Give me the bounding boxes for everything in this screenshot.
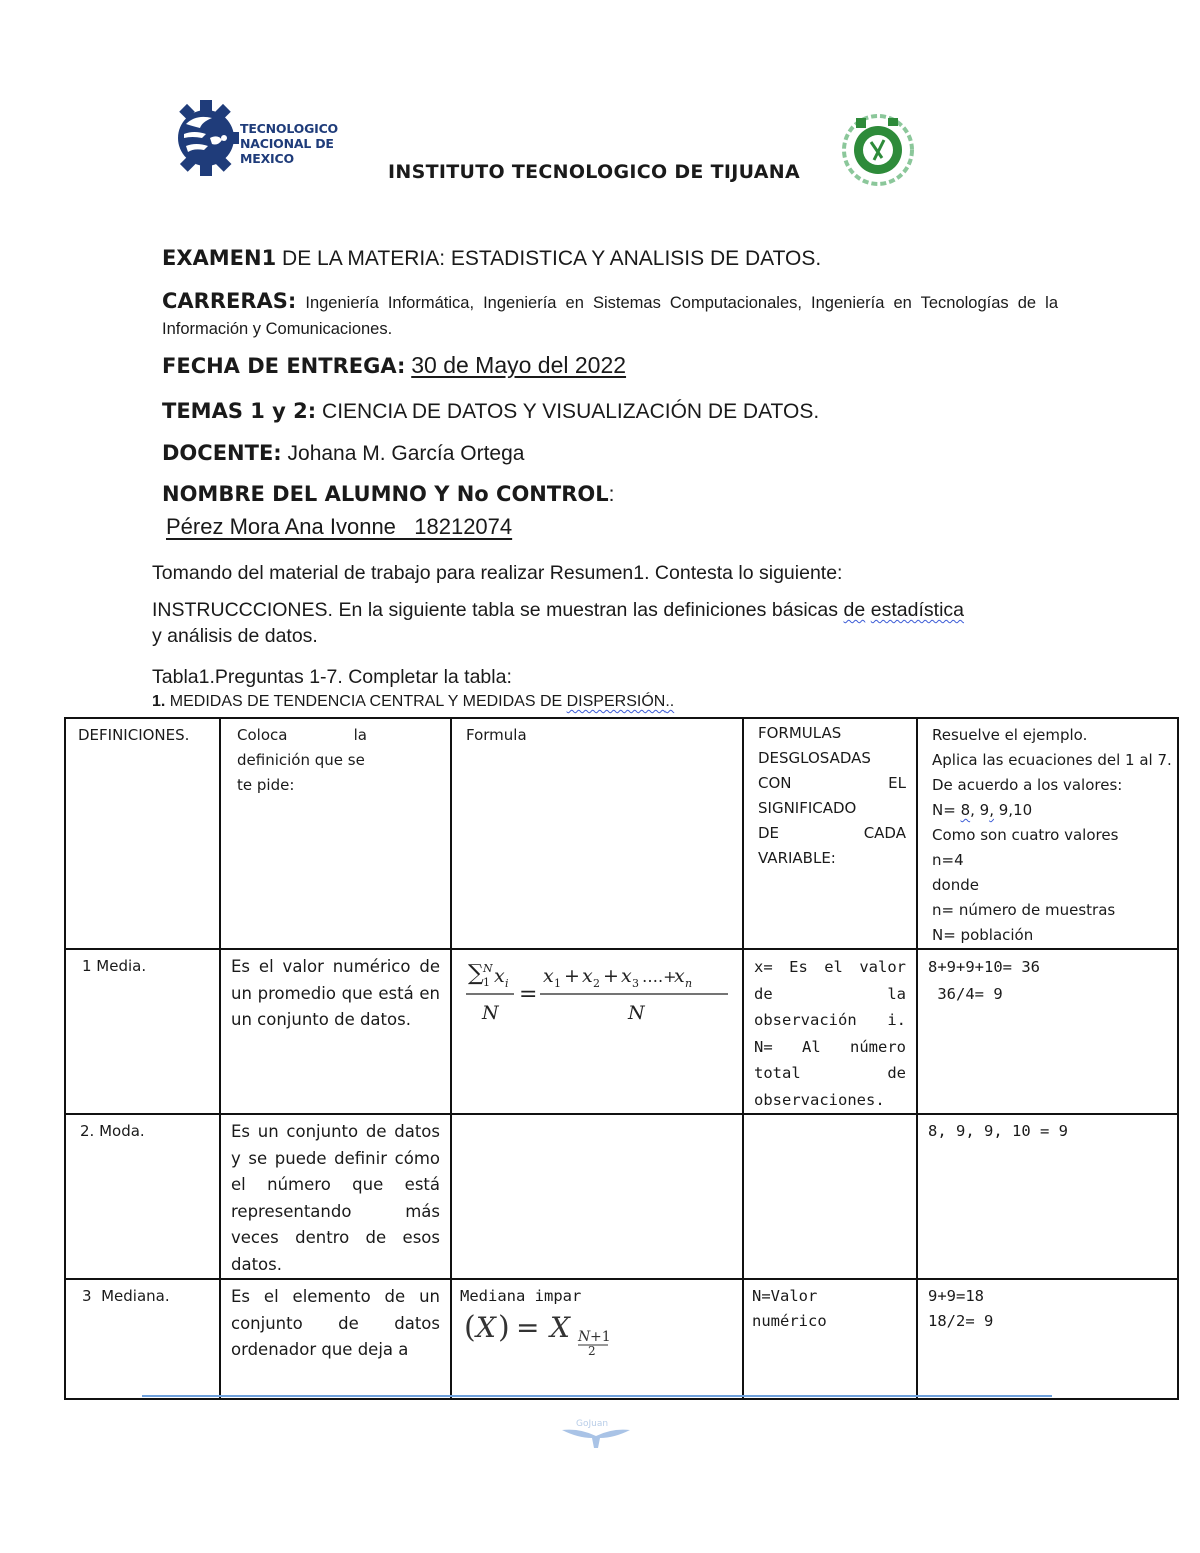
section-text: MEDIDAS DE TENDENCIA CENTRAL Y MEDIDAS DE (169, 693, 567, 710)
header-desg-4: SIGNIFICADO (758, 799, 857, 817)
header-desg-2: DESGLOSADAS (758, 749, 871, 767)
alumno-value: Pérez Mora Ana Ivonne 18212074 (166, 514, 513, 539)
row-moda-name: 2. Moda. (80, 1122, 145, 1140)
row-mediana-ejemplo-2: 18/2= 9 (928, 1312, 994, 1330)
fecha-label: FECHA DE ENTREGA: (162, 354, 406, 378)
header-desg-1: FORMULAS (758, 724, 842, 742)
header-ej-4a: N= (932, 801, 961, 819)
svg-text:): ) (498, 1310, 510, 1345)
row-media-definition: Es el valor numérico de un promedio que está en un conjunto de datos. (231, 957, 440, 1029)
table-row (65, 949, 1178, 1114)
header-definiciones (65, 718, 220, 949)
instructions-part2: y análisis de datos. (152, 625, 318, 647)
header-ej-1: Resuelve el ejemplo. (932, 726, 1088, 744)
header-ej-7: donde (932, 876, 979, 894)
svg-text:+1: +1 (590, 1329, 611, 1345)
header-coloca-l1: Coloca la (237, 726, 367, 744)
tecnm-line2: NACIONAL DE MEXICO (240, 136, 334, 166)
carreras-block (162, 288, 1058, 342)
row-mediana-name: 3 Mediana. (82, 1287, 170, 1305)
mediana-formula-graphic (460, 1309, 680, 1355)
row-mediana-desglose-2: numérico (752, 1312, 827, 1330)
svg-text:X: X (550, 1311, 570, 1344)
row-moda-formula (452, 1115, 742, 1119)
header-ej-4 (932, 798, 1175, 823)
table-row (65, 1114, 1178, 1279)
table-row (65, 1279, 1178, 1399)
instructions-estadistica: estadística (870, 599, 965, 621)
header-ej-6: n=4 (932, 851, 964, 869)
carreras-text (162, 288, 1058, 342)
row-media-ejemplo-1: 8+9+9+10= 36 (928, 958, 1040, 976)
row-mediana-formula (451, 1279, 743, 1399)
tecnm-logo-text (240, 121, 382, 166)
fecha-line (162, 352, 626, 380)
footer-logo (560, 1416, 632, 1452)
svg-text:x: x (582, 965, 593, 987)
header-desg-6: VARIABLE: (758, 849, 836, 867)
row-moda-desglose (744, 1115, 916, 1119)
carreras-label: CARRERAS: (162, 289, 297, 313)
svg-text:….+: ….+ (642, 967, 677, 986)
alumno-line (162, 481, 614, 508)
exam-value: DE LA MATERIA: ESTADISTICA Y ANALISIS DE DATOS. (276, 247, 822, 270)
instructions-part1: INSTRUCCCIONES. En la siguiente tabla se muestran las definiciones básicas (152, 599, 844, 621)
header-ej-4d: , (989, 801, 994, 819)
row-media-formula (451, 949, 743, 1114)
header-coloca-l3: te pide: (237, 776, 295, 794)
footer-bird-icon (560, 1416, 632, 1452)
header-ej-4b: 8 (960, 801, 971, 819)
exam-label: EXAMEN1 (162, 246, 277, 270)
intro-text: Tomando del material de trabajo para realizar Resumen1. Contesta lo siguiente: (152, 562, 843, 584)
svg-text:x: x (674, 965, 685, 987)
svg-text:=: = (516, 1311, 540, 1344)
alumno-label: NOMBRE DEL ALUMNO Y No CONTROL (162, 482, 609, 506)
svg-text:3: 3 (632, 977, 639, 990)
footer-divider (142, 1395, 1052, 1397)
section-dispersion: DISPERSIÓN (566, 693, 666, 710)
media-formula-graphic (452, 950, 740, 1040)
row-mediana-formula-label: Mediana impar (460, 1287, 582, 1305)
svg-text:N: N (482, 1002, 499, 1024)
svg-text:2: 2 (588, 1344, 596, 1355)
svg-text:x: x (494, 965, 505, 987)
header-ej-2: Aplica las ecuaciones del 1 al 7. (932, 751, 1172, 769)
header-coloca-l2: definición que se (237, 751, 365, 769)
temas-label: TEMAS 1 y 2: (162, 399, 317, 423)
temas-value: CIENCIA DE DATOS Y VISUALIZACIÓN DE DATOS. (316, 400, 820, 423)
tabla-title: Tabla1.Preguntas 1-7. Completar la tabla: (152, 666, 512, 688)
exam-line (162, 245, 821, 272)
measures-table (64, 717, 1179, 1400)
header-ej-9: N= población (932, 926, 1034, 944)
row-mediana-desglose-1: N=Valor (752, 1287, 818, 1305)
svg-text:x: x (621, 965, 632, 987)
svg-text:(: ( (464, 1310, 476, 1345)
docente-value: Johana M. García Ortega (281, 442, 525, 465)
row-media-ejemplo-2: 36/4= 9 (928, 984, 1003, 1003)
svg-text:N: N (483, 962, 493, 975)
header-ej-4e: 9,10 (993, 801, 1033, 819)
svg-text:1: 1 (554, 977, 561, 990)
header-ej-5: Como son cuatro valores (932, 826, 1119, 844)
header-ej-4c: , 9 (970, 801, 990, 819)
svg-text:GoJuan: GoJuan (576, 1419, 609, 1429)
tecnm-line1: TECNOLOGICO (240, 121, 338, 136)
svg-text:+: + (564, 965, 580, 987)
table-header-row (65, 718, 1178, 949)
header-desglose (743, 718, 917, 949)
row-mediana-ejemplo-1: 9+9=18 (928, 1287, 984, 1305)
row-media-name: 1 Media. (82, 957, 147, 975)
instructions (152, 597, 964, 649)
docente-label: DOCENTE: (162, 441, 282, 465)
header-coloca (220, 718, 451, 949)
section-heading (152, 692, 674, 712)
institute-title-text: INSTITUTO TECNOLOGICO DE TIJUANA (388, 161, 800, 183)
header-definiciones-text: DEFINICIONES. (78, 726, 190, 744)
header-formula-text: Formula (466, 726, 527, 744)
svg-text:i: i (505, 977, 509, 990)
svg-text:n: n (685, 977, 693, 990)
fecha-value: 30 de Mayo del 2022 (411, 352, 627, 378)
section-end: .. (665, 693, 675, 710)
svg-text:1: 1 (483, 976, 490, 989)
temas-line (162, 398, 819, 425)
row-media-desglose: x= Es el valor de la observación i. N= Al número total de observaciones. (754, 958, 906, 1109)
row-mediana-definition: Es el elemento de un conjunto de datos ordenador que deja a (231, 1287, 440, 1359)
header-ej-3: De acuerdo a los valores: (932, 776, 1123, 794)
header-formula (451, 718, 743, 949)
row-moda-definition: Es un conjunto de datos y se puede definir cómo el número que está representando más veces dentro de esos datos. (231, 1122, 440, 1274)
carreras-value: Ingeniería Informática, Ingeniería en Sistemas Computacionales, Ingeniería en Tecnologías de la Información y Comunicaciones. (162, 294, 1058, 338)
section-num: 1. (152, 693, 166, 710)
svg-text:N: N (628, 1002, 645, 1024)
svg-text:x: x (543, 965, 554, 987)
svg-text:+: + (603, 965, 619, 987)
header-desg-3: CON EL (758, 774, 906, 792)
row-moda-ejemplo: 8, 9, 9, 10 = 9 (928, 1122, 1068, 1140)
svg-text:=: = (519, 982, 538, 1007)
header-ej-8: n= número de muestras (932, 901, 1116, 919)
instructions-de: de (843, 599, 866, 621)
docente-line (162, 440, 524, 467)
institute-title (0, 161, 1188, 183)
svg-text:∑: ∑ (468, 961, 484, 986)
alumno-colon: : (608, 483, 615, 506)
header-ejemplo (917, 718, 1178, 949)
svg-text:N: N (578, 1329, 591, 1345)
svg-text:2: 2 (593, 977, 600, 990)
header-desg-5: DE CADA (758, 824, 906, 842)
svg-text:X: X (476, 1311, 496, 1344)
